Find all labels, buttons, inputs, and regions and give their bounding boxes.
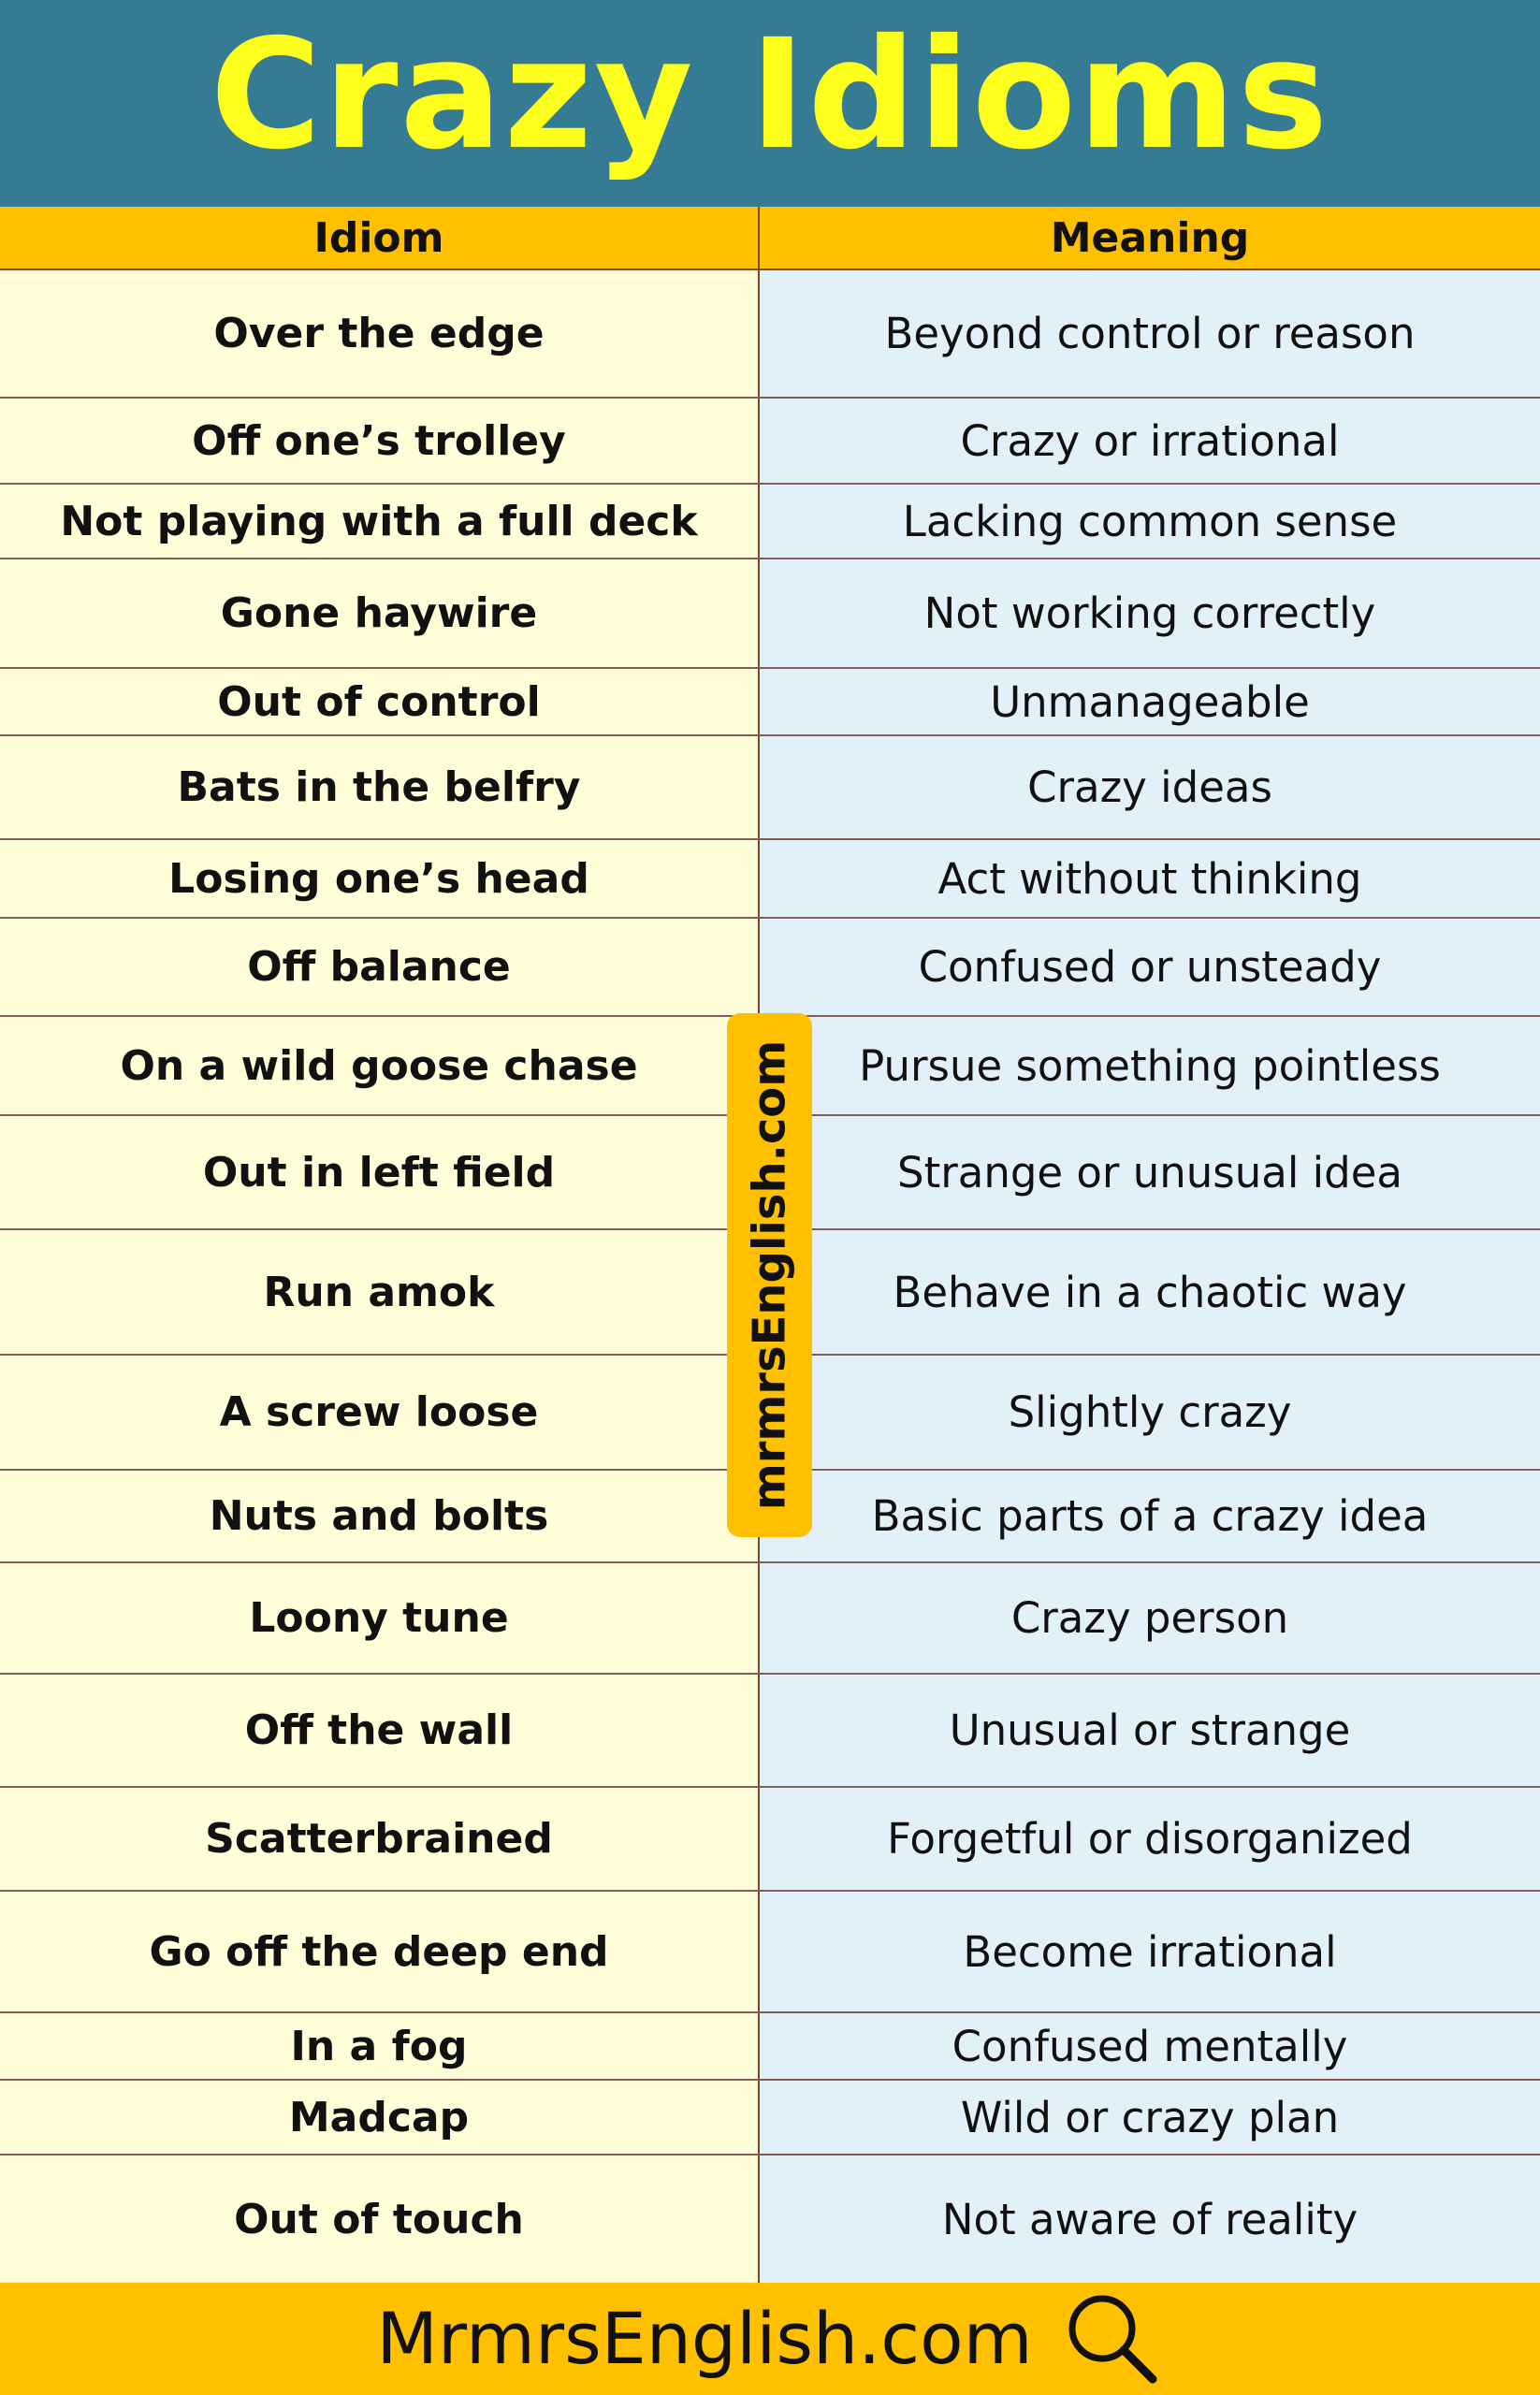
table-row — [0, 399, 1540, 485]
idiom-cell: Bats in the belfry — [0, 736, 760, 838]
meaning-cell: Crazy ideas — [760, 736, 1540, 838]
table-row — [0, 1892, 1540, 2013]
idiom-cell: A screw loose — [0, 1356, 760, 1469]
meaning-cell: Become irrational — [760, 1892, 1540, 2011]
idiom-cell: Out of touch — [0, 2156, 760, 2283]
table-row — [0, 669, 1540, 736]
meaning-cell: Basic parts of a crazy idea — [760, 1471, 1540, 1561]
meaning-cell: Beyond control or reason — [760, 270, 1540, 397]
meaning-cell: Not aware of reality — [760, 2156, 1540, 2283]
idiom-cell: Run amok — [0, 1230, 760, 1354]
idiom-cell: Go off the deep end — [0, 1892, 760, 2011]
footer-site: MrmrsEnglish.com — [376, 2297, 1033, 2380]
table-row — [0, 2081, 1540, 2156]
table-row — [0, 485, 1540, 559]
meaning-cell: Forgetful or disorganized — [760, 1788, 1540, 1890]
watermark-text: mrmrsEnglish.com — [743, 1039, 796, 1511]
meaning-cell: Confused mentally — [760, 2013, 1540, 2079]
table-row — [0, 2156, 1540, 2283]
table-header — [0, 207, 1540, 270]
meaning-cell: Unmanageable — [760, 669, 1540, 734]
meaning-cell: Pursue something pointless — [760, 1017, 1540, 1114]
idiom-cell: Out in left field — [0, 1116, 760, 1228]
meaning-cell: Crazy person — [760, 1563, 1540, 1673]
idiom-cell: Loony tune — [0, 1563, 760, 1673]
idiom-cell: Scatterbrained — [0, 1788, 760, 1890]
table-row — [0, 1563, 1540, 1675]
idiom-cell: Madcap — [0, 2081, 760, 2154]
table-row — [0, 919, 1540, 1017]
idiom-cell: Losing one’s head — [0, 840, 760, 917]
table-row — [0, 270, 1540, 399]
idiom-cell: Off one’s trolley — [0, 399, 760, 483]
idiom-cell: In a fog — [0, 2013, 760, 2079]
page-title: Crazy Idioms — [210, 7, 1330, 183]
footer — [0, 2283, 1540, 2395]
meaning-cell: Crazy or irrational — [760, 399, 1540, 483]
meaning-cell: Not working correctly — [760, 559, 1540, 667]
idiom-cell: Out of control — [0, 669, 760, 734]
meaning-column-header: Meaning — [1050, 213, 1250, 262]
meaning-cell: Lacking common sense — [760, 485, 1540, 558]
table-row — [0, 559, 1540, 669]
meaning-cell: Confused or unsteady — [760, 919, 1540, 1015]
search-icon — [1061, 2287, 1164, 2390]
meaning-cell: Slightly crazy — [760, 1356, 1540, 1469]
table-row — [0, 840, 1540, 919]
watermark-badge — [727, 1013, 812, 1537]
title-banner — [0, 0, 1540, 207]
idiom-cell: Over the edge — [0, 270, 760, 397]
table-row — [0, 2013, 1540, 2081]
table-row — [0, 1788, 1540, 1892]
idiom-cell: On a wild goose chase — [0, 1017, 760, 1114]
meaning-cell: Wild or crazy plan — [760, 2081, 1540, 2154]
idiom-cell: Gone haywire — [0, 559, 760, 667]
idiom-cell: Off balance — [0, 919, 760, 1015]
idiom-column-header: Idiom — [0, 207, 760, 269]
meaning-cell: Act without thinking — [760, 840, 1540, 917]
idiom-cell: Nuts and bolts — [0, 1471, 760, 1561]
idiom-cell: Not playing with a full deck — [0, 485, 760, 558]
meaning-cell: Strange or unusual idea — [760, 1116, 1540, 1228]
idiom-cell: Off the wall — [0, 1675, 760, 1786]
meaning-cell: Unusual or strange — [760, 1675, 1540, 1786]
table-row — [0, 736, 1540, 840]
table-row — [0, 1675, 1540, 1788]
meaning-cell: Behave in a chaotic way — [760, 1230, 1540, 1354]
